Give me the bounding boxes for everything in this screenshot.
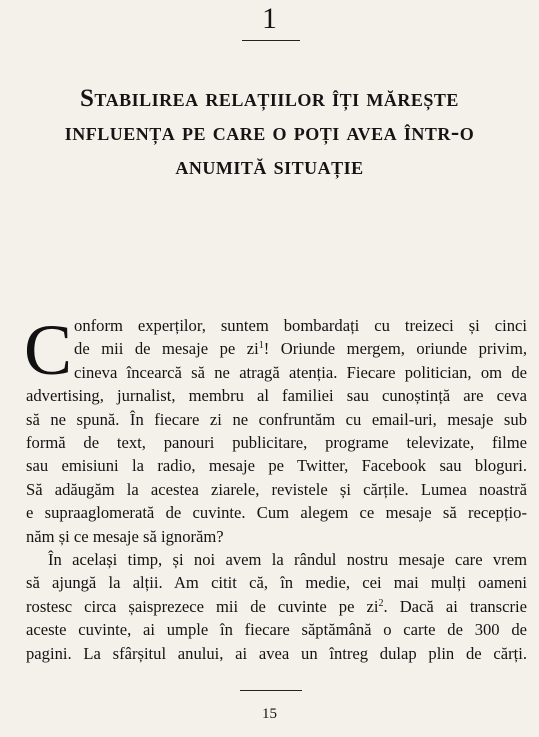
- chapter-title-line-3: anumită situație: [175, 153, 364, 180]
- text-line: cineva încearcă să ne atragă atenția. Fiecare politician, om de: [74, 362, 527, 382]
- paragraph-1: [24, 310, 527, 548]
- chapter-title-line-2: influența pe care o poți avea într-o: [64, 119, 475, 146]
- text-line: [26, 337, 527, 360]
- text-line: formă de text, panouri publicitare, programe televizate, filme: [26, 433, 527, 453]
- text-line: sau emisiuni la radio, mesaje pe Twitter, Facebook sau bloguri.: [26, 456, 527, 476]
- text-segment: rostesc circa șaisprezece mii de cuvinte pe zi: [26, 596, 379, 616]
- footnote-ref-2: 2: [378, 597, 384, 609]
- text-segment: . Dacă ai transcrie: [383, 596, 527, 616]
- chapter-title: [20, 82, 519, 184]
- chapter-number: 1: [262, 2, 277, 35]
- text-segment: ! Oriunde mergem, oriunde privim,: [263, 339, 527, 359]
- text-segment: de mii de mesaje pe zi: [74, 339, 259, 359]
- footnote-ref-1: 1: [258, 340, 264, 352]
- text-line: e supraaglomerată de cuvinte. Cum alegem ce mesaje să recepțio-: [26, 503, 527, 523]
- paragraph-2: [26, 548, 527, 665]
- text-line: onform experților, suntem bombardați cu treizeci și cinci: [74, 316, 527, 335]
- footer-rule: [240, 690, 302, 691]
- text-line: advertising, jurnalist, membru al familiei sau cunoștință are ceva: [26, 386, 527, 406]
- body-text: [24, 310, 527, 665]
- text-line: Să adăugăm la acestea ziarele, revistele și cărțile. Lumea noastră: [26, 479, 527, 499]
- drop-cap: C: [24, 310, 73, 390]
- chapter-number-rule: [242, 40, 300, 41]
- text-line: să ajungă la alții. Am citit că, în medie, cei mai mulți oameni: [26, 573, 527, 593]
- text-line: să ne spună. În fiecare zi ne confruntăm cu email-uri, mesaje sub: [26, 409, 527, 429]
- text-line: În același timp, și noi avem la rândul nostru mesaje care vrem: [48, 550, 527, 570]
- chapter-title-line-1: Stabilirea relațiilor îți mărește: [80, 85, 459, 112]
- text-line: năm și ce mesaje să ignorăm?: [26, 526, 224, 546]
- text-line: [26, 595, 527, 618]
- page-number: 15: [262, 706, 277, 722]
- text-line: aceste cuvinte, ai umple în fiecare săptămână o carte de 300 de: [26, 620, 527, 640]
- text-line: pagini. La sfârșitul anului, ai avea un întreg dulap plin de cărți.: [26, 643, 527, 663]
